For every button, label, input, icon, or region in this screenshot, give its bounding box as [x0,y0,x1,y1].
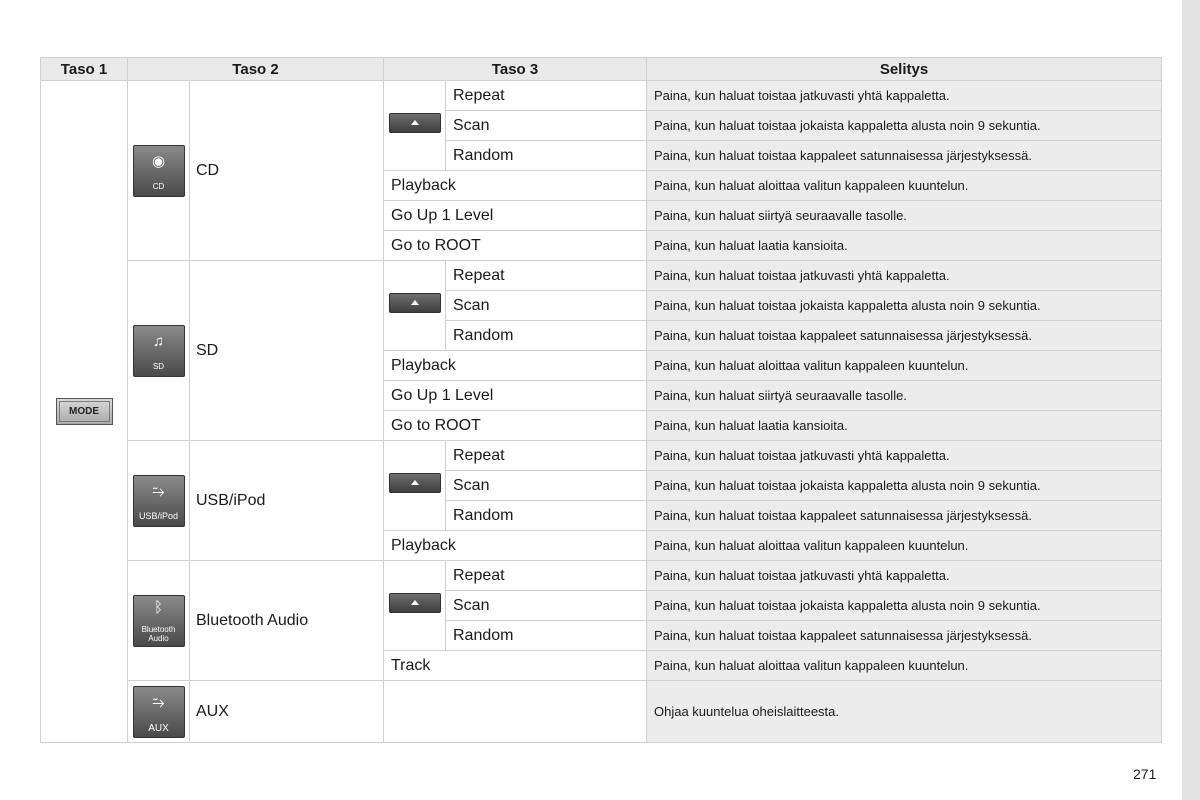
up-arrow-icon [389,293,441,313]
item-description: Paina, kun haluat laatia kansioita. [647,231,1162,261]
cd-icon-cell [128,81,190,261]
list-item: Repeat [446,441,647,471]
item-description: Paina, kun haluat aloittaa valitun kappaleen kuuntelun. [647,531,1162,561]
list-item: Random [446,621,647,651]
item-description: Paina, kun haluat toistaa jatkuvasti yhtä kappaletta. [647,441,1162,471]
item-description: Paina, kun haluat toistaa kappaleet satunnaisessa järjestyksessä. [647,321,1162,351]
list-item: Go Up 1 Level [384,381,647,411]
up-arrow-icon [389,113,441,133]
list-item: Scan [446,591,647,621]
cd-arrow-cell [384,81,446,171]
header-level1: Taso 1 [41,58,128,81]
bt-icon-caption-1: Bluetooth [141,624,176,634]
list-item: Random [446,141,647,171]
list-item: Repeat [446,561,647,591]
table-row [41,261,1162,291]
sd-source-icon [133,325,185,377]
list-item: Playback [384,351,647,381]
header-level2: Taso 2 [128,58,384,81]
sd-icon-cell [128,261,190,441]
cd-source-icon [133,145,185,197]
item-description: Paina, kun haluat toistaa jatkuvasti yhtä kappaletta. [647,561,1162,591]
item-description: Paina, kun haluat toistaa jokaista kappaletta alusta noin 9 sekuntia. [647,591,1162,621]
item-description: Paina, kun haluat toistaa kappaleet satunnaisessa järjestyksessä. [647,621,1162,651]
list-item: Playback [384,171,647,201]
item-description: Paina, kun haluat aloittaa valitun kappaleen kuuntelun. [647,351,1162,381]
aux-empty-cell [384,681,647,743]
sd-arrow-cell [384,261,446,351]
aux-label: AUX [190,681,384,743]
item-description: Paina, kun haluat toistaa jokaista kappaletta alusta noin 9 sekuntia. [647,111,1162,141]
bt-source-icon [133,595,185,647]
aux-icon-caption: AUX [148,722,169,734]
list-item: Scan [446,111,647,141]
item-description: Paina, kun haluat aloittaa valitun kappaleen kuuntelun. [647,651,1162,681]
bt-label: Bluetooth Audio [190,561,384,681]
table-row [41,441,1162,471]
cd-label: CD [190,81,384,261]
item-description: Paina, kun haluat toistaa jatkuvasti yhtä kappaletta. [647,261,1162,291]
mode-cell [41,81,128,743]
item-description: Paina, kun haluat aloittaa valitun kappaleen kuuntelun. [647,171,1162,201]
list-item: Go Up 1 Level [384,201,647,231]
list-item: Go to ROOT [384,411,647,441]
item-description: Paina, kun haluat siirtyä seuraavalle tasolle. [647,381,1162,411]
usb-source-icon [133,475,185,527]
sd-icon-caption: SD [152,361,165,371]
list-item: Scan [446,291,647,321]
usb-icon-cell [128,441,190,561]
list-item: Repeat [446,81,647,111]
cable-icon: ⥲ [152,482,165,500]
music-note-icon: ♫ [152,332,165,350]
header-description: Selitys [647,58,1162,81]
list-item: Track [384,651,647,681]
item-description: Paina, kun haluat siirtyä seuraavalle tasolle. [647,201,1162,231]
usb-label: USB/iPod [190,441,384,561]
list-item: Random [446,501,647,531]
mode-button-icon: MODE [56,398,113,425]
item-description: Paina, kun haluat toistaa jokaista kappaletta alusta noin 9 sekuntia. [647,291,1162,321]
up-arrow-icon [389,473,441,493]
menu-structure-table [40,57,1162,743]
list-item: Go to ROOT [384,231,647,261]
table-header-row [41,58,1162,81]
cd-icon-caption: CD [152,181,165,191]
bt-icon-caption [134,625,184,643]
sd-label: SD [190,261,384,441]
aux-icon-cell [128,681,190,743]
usb-icon-caption: USB/iPod [138,510,179,521]
up-arrow-icon [389,593,441,613]
item-description: Paina, kun haluat toistaa jatkuvasti yhtä kappaletta. [647,81,1162,111]
aux-source-icon [133,686,185,738]
item-description: Paina, kun haluat laatia kansioita. [647,411,1162,441]
list-item: Random [446,321,647,351]
item-description: Paina, kun haluat toistaa kappaleet satunnaisessa järjestyksessä. [647,501,1162,531]
bluetooth-icon: ᛒ [153,598,163,616]
item-description: Paina, kun haluat toistaa jokaista kappaletta alusta noin 9 sekuntia. [647,471,1162,501]
bt-icon-caption-2: Audio [148,633,169,643]
table-row [41,81,1162,111]
bt-icon-cell [128,561,190,681]
table-row [41,561,1162,591]
list-item: Repeat [446,261,647,291]
disc-icon: ◉ [151,152,166,170]
bt-arrow-cell [384,561,446,651]
usb-arrow-cell [384,441,446,531]
header-level3: Taso 3 [384,58,647,81]
page-number: 271 [1133,766,1157,782]
table-row [41,681,1162,743]
list-item: Scan [446,471,647,501]
item-description: Ohjaa kuuntelua oheislaitteesta. [647,681,1162,743]
list-item: Playback [384,531,647,561]
cable-icon: ⥲ [152,693,165,711]
page-edge-strip [1182,0,1200,800]
item-description: Paina, kun haluat toistaa kappaleet satunnaisessa järjestyksessä. [647,141,1162,171]
